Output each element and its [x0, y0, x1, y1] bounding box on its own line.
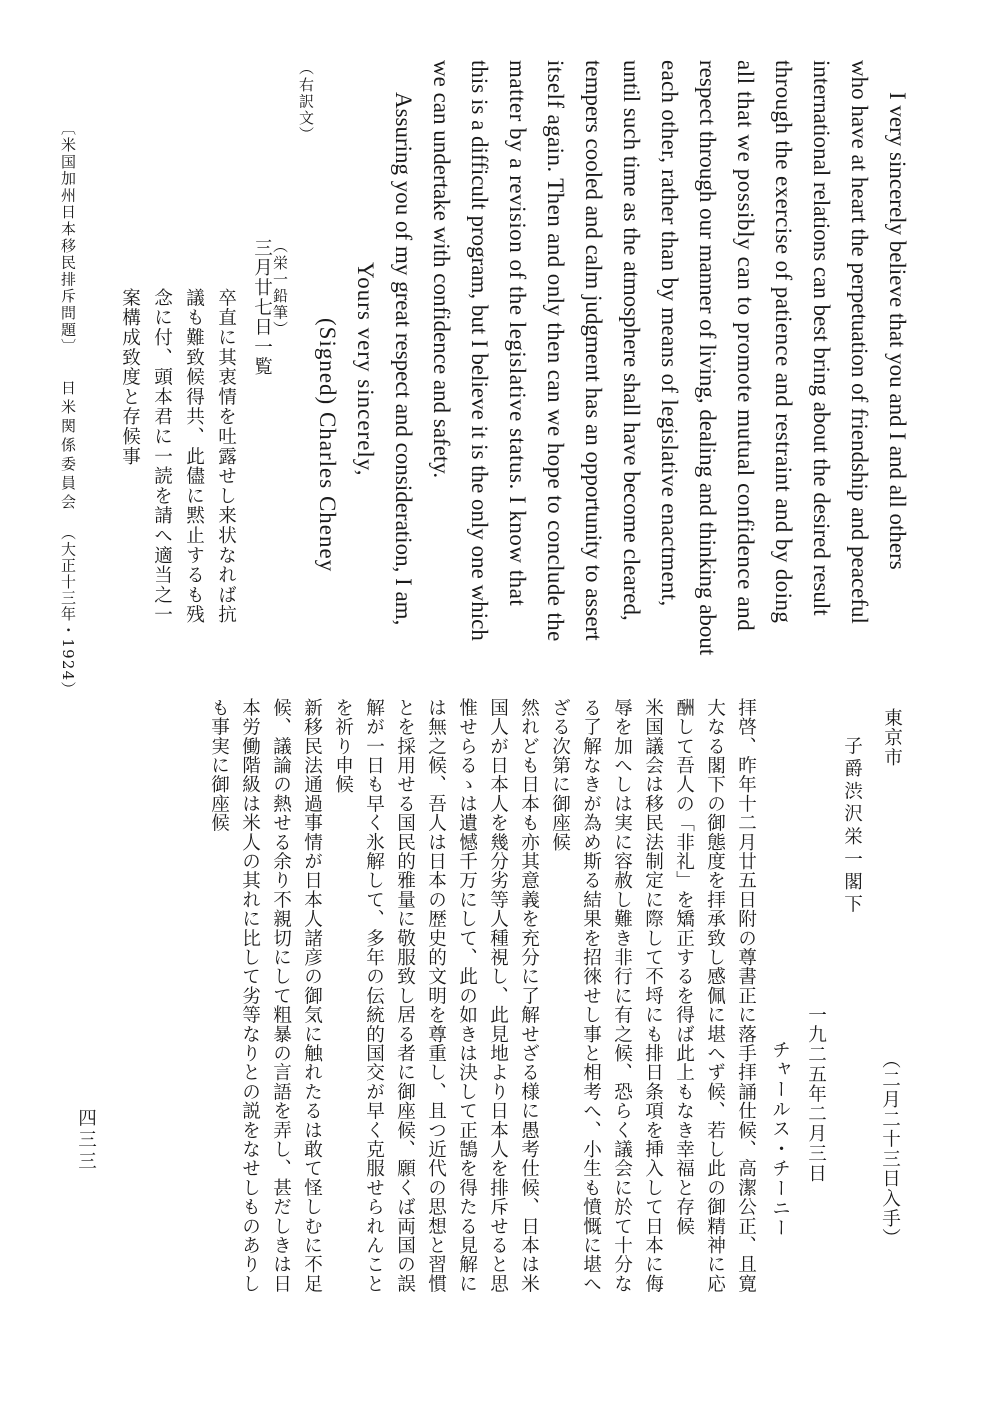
jp-line-10: 惟せらるゝは遺憾千万にして、此の如きは決して正鵠を得たる見解に: [456, 698, 478, 1294]
pencil-line-1: 卒直に其衷情を吐露せし来状なれば抗: [215, 288, 237, 625]
en-line-7: each other, rather than by means of legislative enactment,: [657, 60, 682, 607]
addressee: 子爵渋沢栄一閣下: [841, 736, 863, 917]
jp-line-16: 候、議論の熱せる余り不親切にして粗暴の言語を弄し、甚だしきは日: [270, 698, 292, 1294]
en-line-6: respect through our manner of living, dealing and thinking about: [695, 60, 720, 656]
jp-line-5: 辱を加へしは実に容赦し難き非行に有之候、恐らく議会に於て十分な: [611, 698, 633, 1294]
jp-line-3: 酬して吾人の「非礼」を矯正するを得ば此上もなき幸福と存候: [673, 698, 695, 1236]
jp-line-1: 拝啓、昨年十二月廿五日附の尊書正に落手拝誦仕候、高潔公正、且寛: [735, 698, 757, 1294]
sender-name: チャールス・チーニー: [769, 1040, 791, 1238]
translation-label: （右訳文）: [297, 60, 315, 143]
pencil-line-3: 念に付、頭本君に一読を請へ適当之一: [151, 288, 173, 625]
en-line-8: until such time as the atmosphere shall have become cleared,: [619, 60, 644, 621]
page-number: 四三三: [75, 1108, 97, 1173]
pencil-note-label: （栄一鉛筆）: [271, 238, 289, 338]
en-line-5: all that we possibly can to promote mutual confidence and: [733, 60, 758, 632]
en-line-4: through the exercise of patience and restraint and by doing: [771, 60, 796, 624]
jp-line-17: 本労働階級は米人の其れに比して劣等なりとの説をなせしものありし: [239, 698, 261, 1294]
pencil-line-2: 議も難致候得共、此儘に黙止するも残: [183, 288, 205, 625]
address-city: 東京市: [881, 708, 903, 768]
jp-line-12: とを採用せる国民的雅量に敬服致し居る者に御座候、願くば両国の誤: [394, 698, 416, 1294]
en-line-9: tempers cooled and calm judgment has an opportunity to assert: [581, 60, 606, 641]
jp-line-13: 解が一日も早く氷解して、多年の伝統的国交が早く克服せられんこと: [363, 698, 385, 1294]
en-closing: Yours very sincerely,: [353, 262, 378, 477]
en-line-13: we can undertake with confidence and safety.: [429, 60, 454, 479]
jp-line-18: も事実に御座候: [208, 698, 230, 833]
en-line-2: who have at heart the perpetuation of friendship and peaceful: [847, 60, 872, 624]
jp-line-11: は無之候、吾人は日本の歴史的文明を尊重し、且つ近代の思想と習慣: [425, 698, 447, 1294]
jp-line-14: を祈り申候: [332, 698, 354, 794]
jp-line-7: ざる次第に御座候: [549, 698, 571, 852]
en-line-11: matter by a revision of the legislative status. I know that: [505, 60, 530, 607]
footer-year: （大正十三年・1924）: [59, 525, 77, 698]
footer-source: 〔米国加州日本移民排斥問題〕: [59, 120, 77, 356]
pencil-line-4: 案構成致度と存候事: [119, 288, 141, 467]
pencil-note-date: 三月廿七日一覧: [251, 238, 273, 377]
en-line-1: I very sincerely believe that you and I and all others: [885, 92, 910, 570]
footer-committee: 日米関係委員会: [59, 380, 77, 513]
jp-line-15: 新移民法通過事情が日本人諸彦の御気に触れたるは敢て怪しむに不足: [301, 698, 323, 1294]
en-line-12: this is a difficult program, but I believe it is the only one which: [467, 60, 492, 641]
en-line-10: itself again. Then and only then can we hope to conclude the: [543, 60, 568, 642]
jp-line-8: 然れども日本も亦其意義を充分に了解せざる様に愚考仕候、日本は米: [518, 698, 540, 1294]
jp-line-2: 大なる閣下の御態度を拝承致し感佩に堪へず候、若し此の御精神に応: [704, 698, 726, 1294]
en-signature: (Signed) Charles Cheney: [315, 318, 340, 573]
letter-date: 一九二五年二月三日: [805, 1005, 827, 1184]
jp-line-6: る了解なきが為め斯る結果を招徠せし事と相考へ、小生も憤慨に堪へ: [580, 698, 602, 1294]
en-line-3: international relations can best bring about the desired result: [809, 60, 834, 616]
received-note: （二月二十三日入手）: [879, 1050, 901, 1248]
jp-line-4: 米国議会は移民法制定に際して不埒にも排日条項を挿入して日本に侮: [642, 698, 664, 1294]
jp-line-9: 国人が日本人を幾分劣等人種視し、此見地より日本人を排斥せると思: [487, 698, 509, 1294]
en-line-14: Assuring you of my great respect and consideration, I am,: [391, 92, 416, 626]
